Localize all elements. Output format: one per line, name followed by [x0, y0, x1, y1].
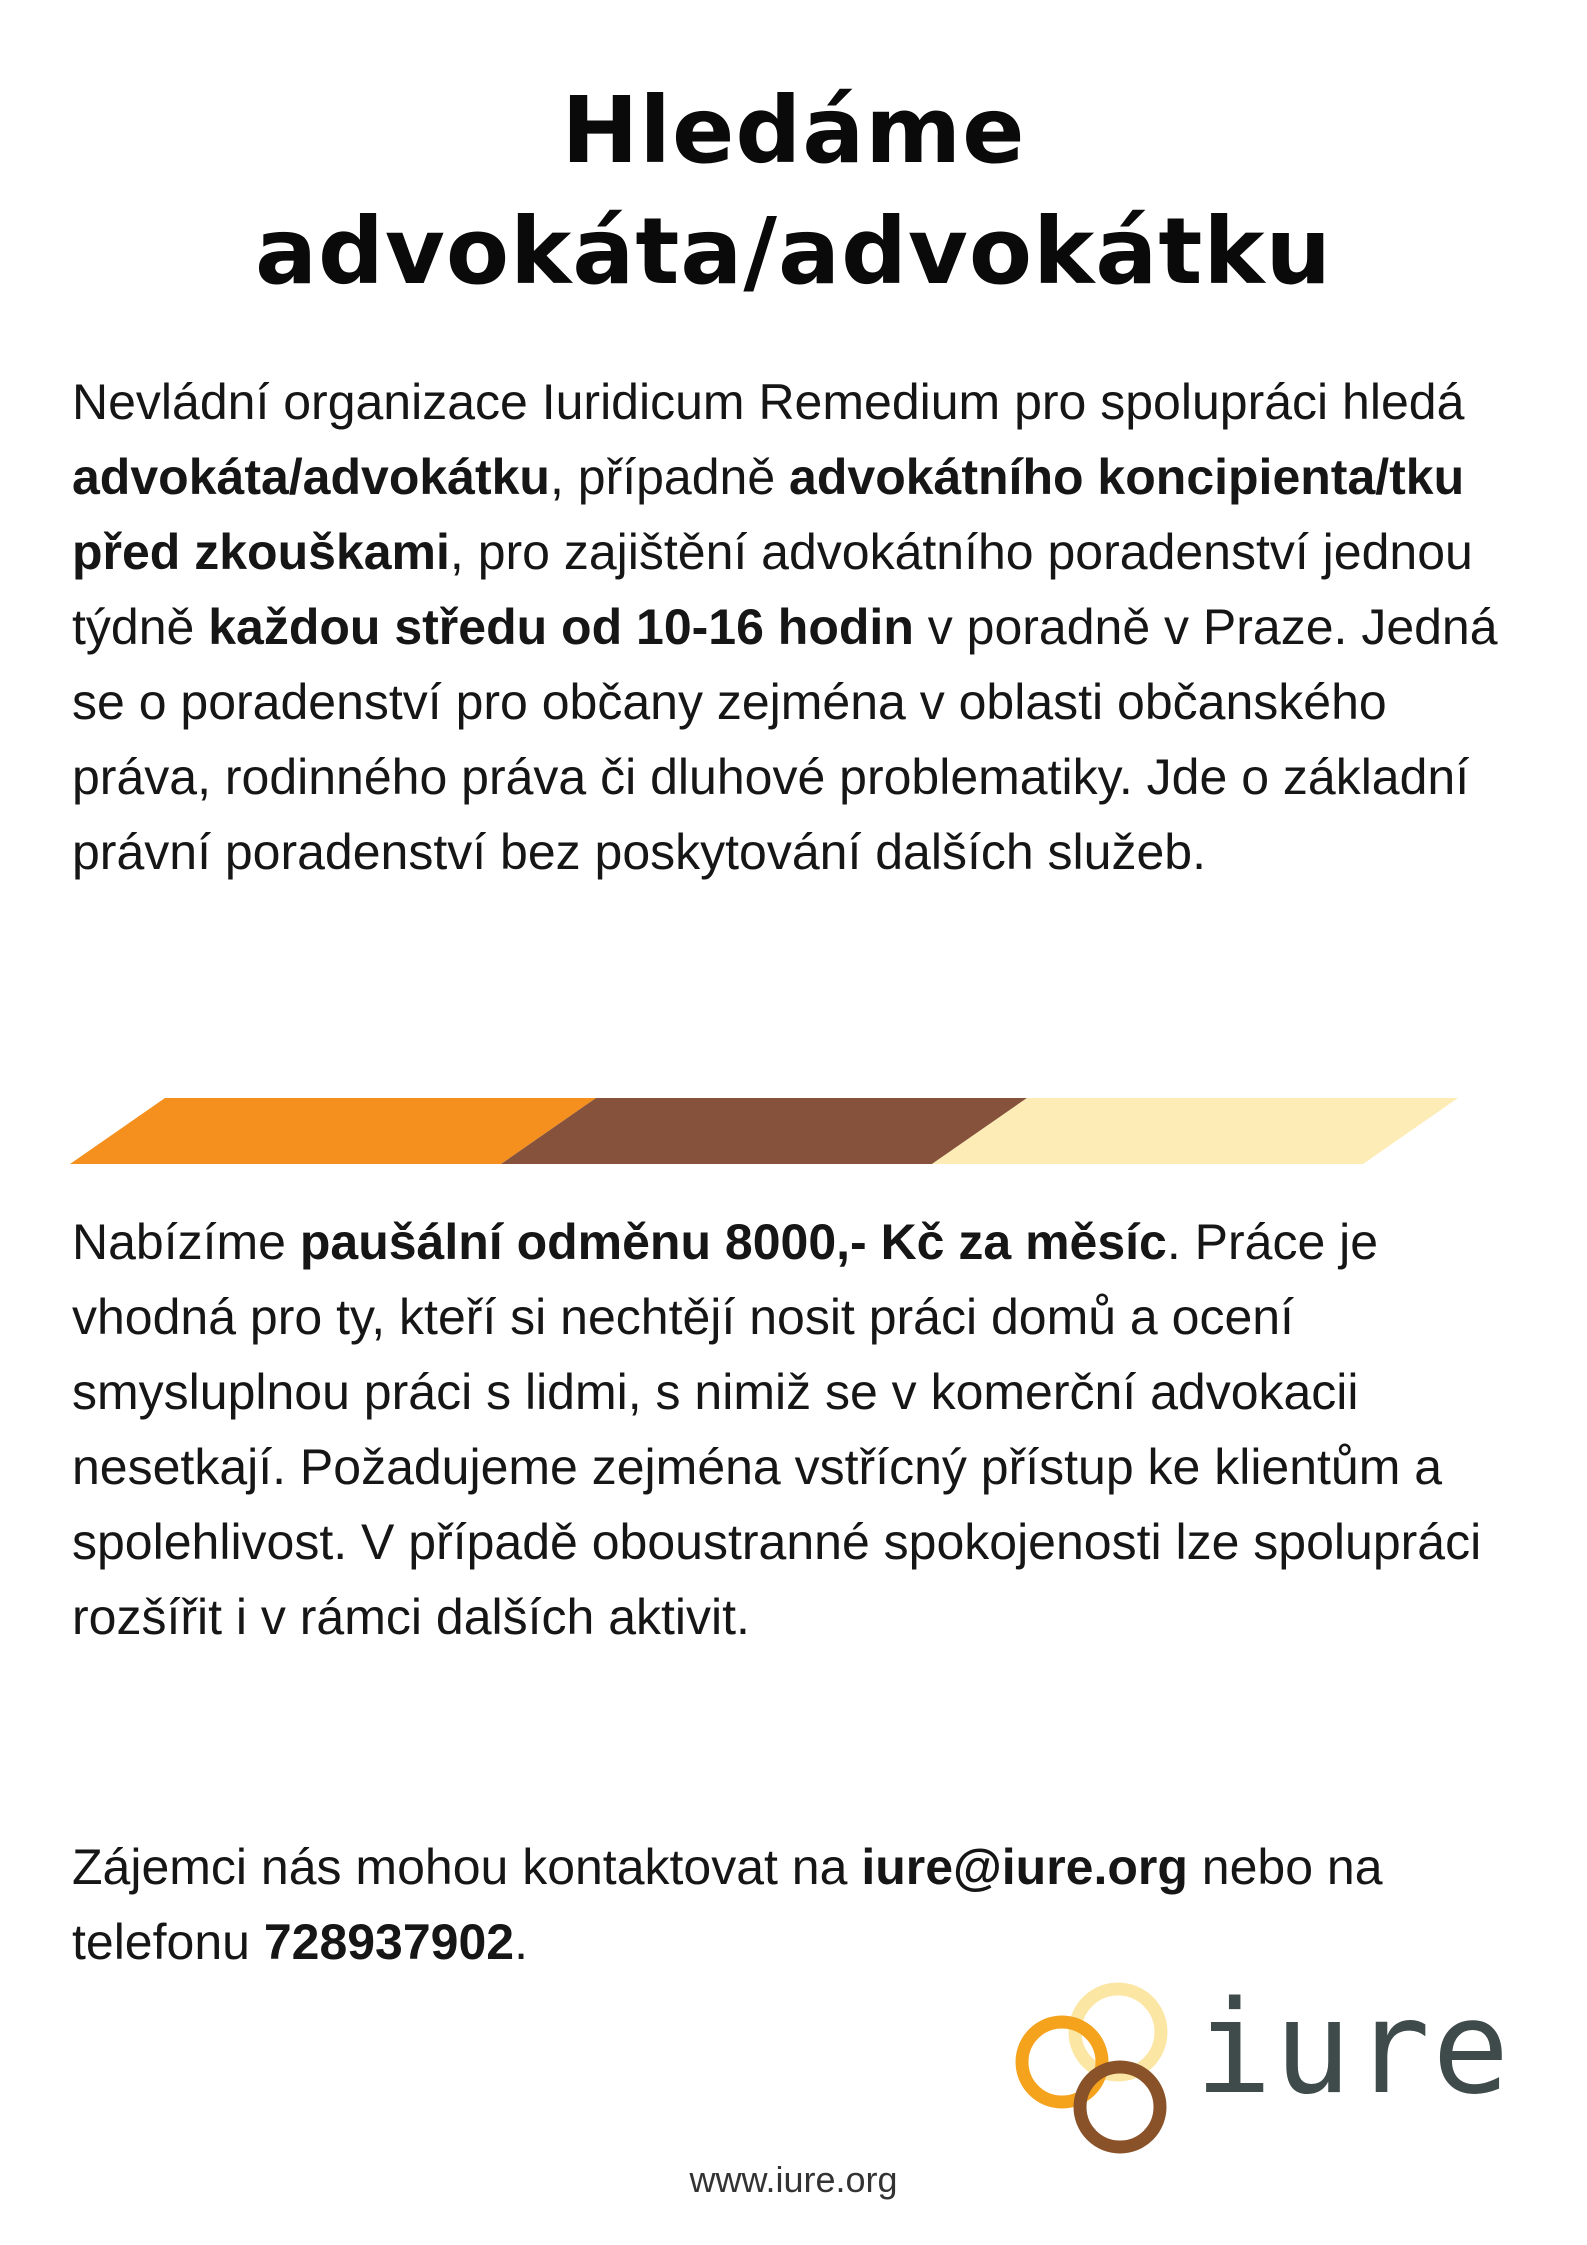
logo-wordmark: iure: [1195, 1974, 1512, 2123]
offer-text-2: . Práce je vhodná pro ty, kteří si nechtějí nosit práci domů a ocení smysluplnou práci s lidmi, s nimiž se v komerční advokacii nesetkají. Požadujeme zejména vstřícný přístup ke klientům a spolehlivost. V případě oboustranné spokojenosti lze spolupráci rozšířit i v rámci dalších aktivit.: [72, 1214, 1482, 1645]
intro-text-4: v poradně v Praze. Jedná se o poradenství pro občany zejména v oblasti občanského práva, rodinného práva či dluhové problematiky. Jde o základní právní poradenství bez poskytování dalších služeb.: [72, 599, 1498, 880]
contact-text-3: .: [514, 1914, 529, 1970]
offer-bold-salary: paušální odměnu 8000,- Kč za měsíc: [299, 1214, 1167, 1270]
intro-bold-position: advokáta/advokátku: [72, 449, 550, 505]
contact-text-1: Zájemci nás mohou kontaktovat na: [72, 1839, 862, 1895]
intro-paragraph: [72, 365, 1522, 890]
page-title: [0, 70, 1587, 312]
title-line-1: Hledáme: [561, 77, 1026, 184]
contact-email[interactable]: iure@iure.org: [861, 1839, 1188, 1895]
decorative-stripe: [70, 1098, 1460, 1164]
intro-text-1: Nevládní organizace Iuridicum Remedium pro spolupráci hledá: [72, 374, 1465, 430]
intro-text-3: , pro zajištění advokátního poradenství jednou týdně: [72, 524, 1473, 655]
intro-bold-schedule: každou středu od 10-16 hodin: [208, 599, 914, 655]
title-line-2: advokáta/advokátku: [254, 198, 1333, 305]
contact-phone[interactable]: 728937902: [263, 1914, 515, 1970]
contact-paragraph: [72, 1830, 1522, 1980]
offer-paragraph: [72, 1205, 1522, 1655]
offer-text-1: Nabízíme: [72, 1214, 300, 1270]
contact-text-2: nebo na telefonu: [72, 1839, 1383, 1970]
intro-text-2: , případně: [549, 449, 790, 505]
iure-rings-logo-icon: [1010, 1980, 1200, 2160]
intro-bold-alternative: advokátního koncipienta/tku před zkouškami: [72, 449, 1465, 580]
footer-url[interactable]: www.iure.org: [689, 2159, 898, 2200]
